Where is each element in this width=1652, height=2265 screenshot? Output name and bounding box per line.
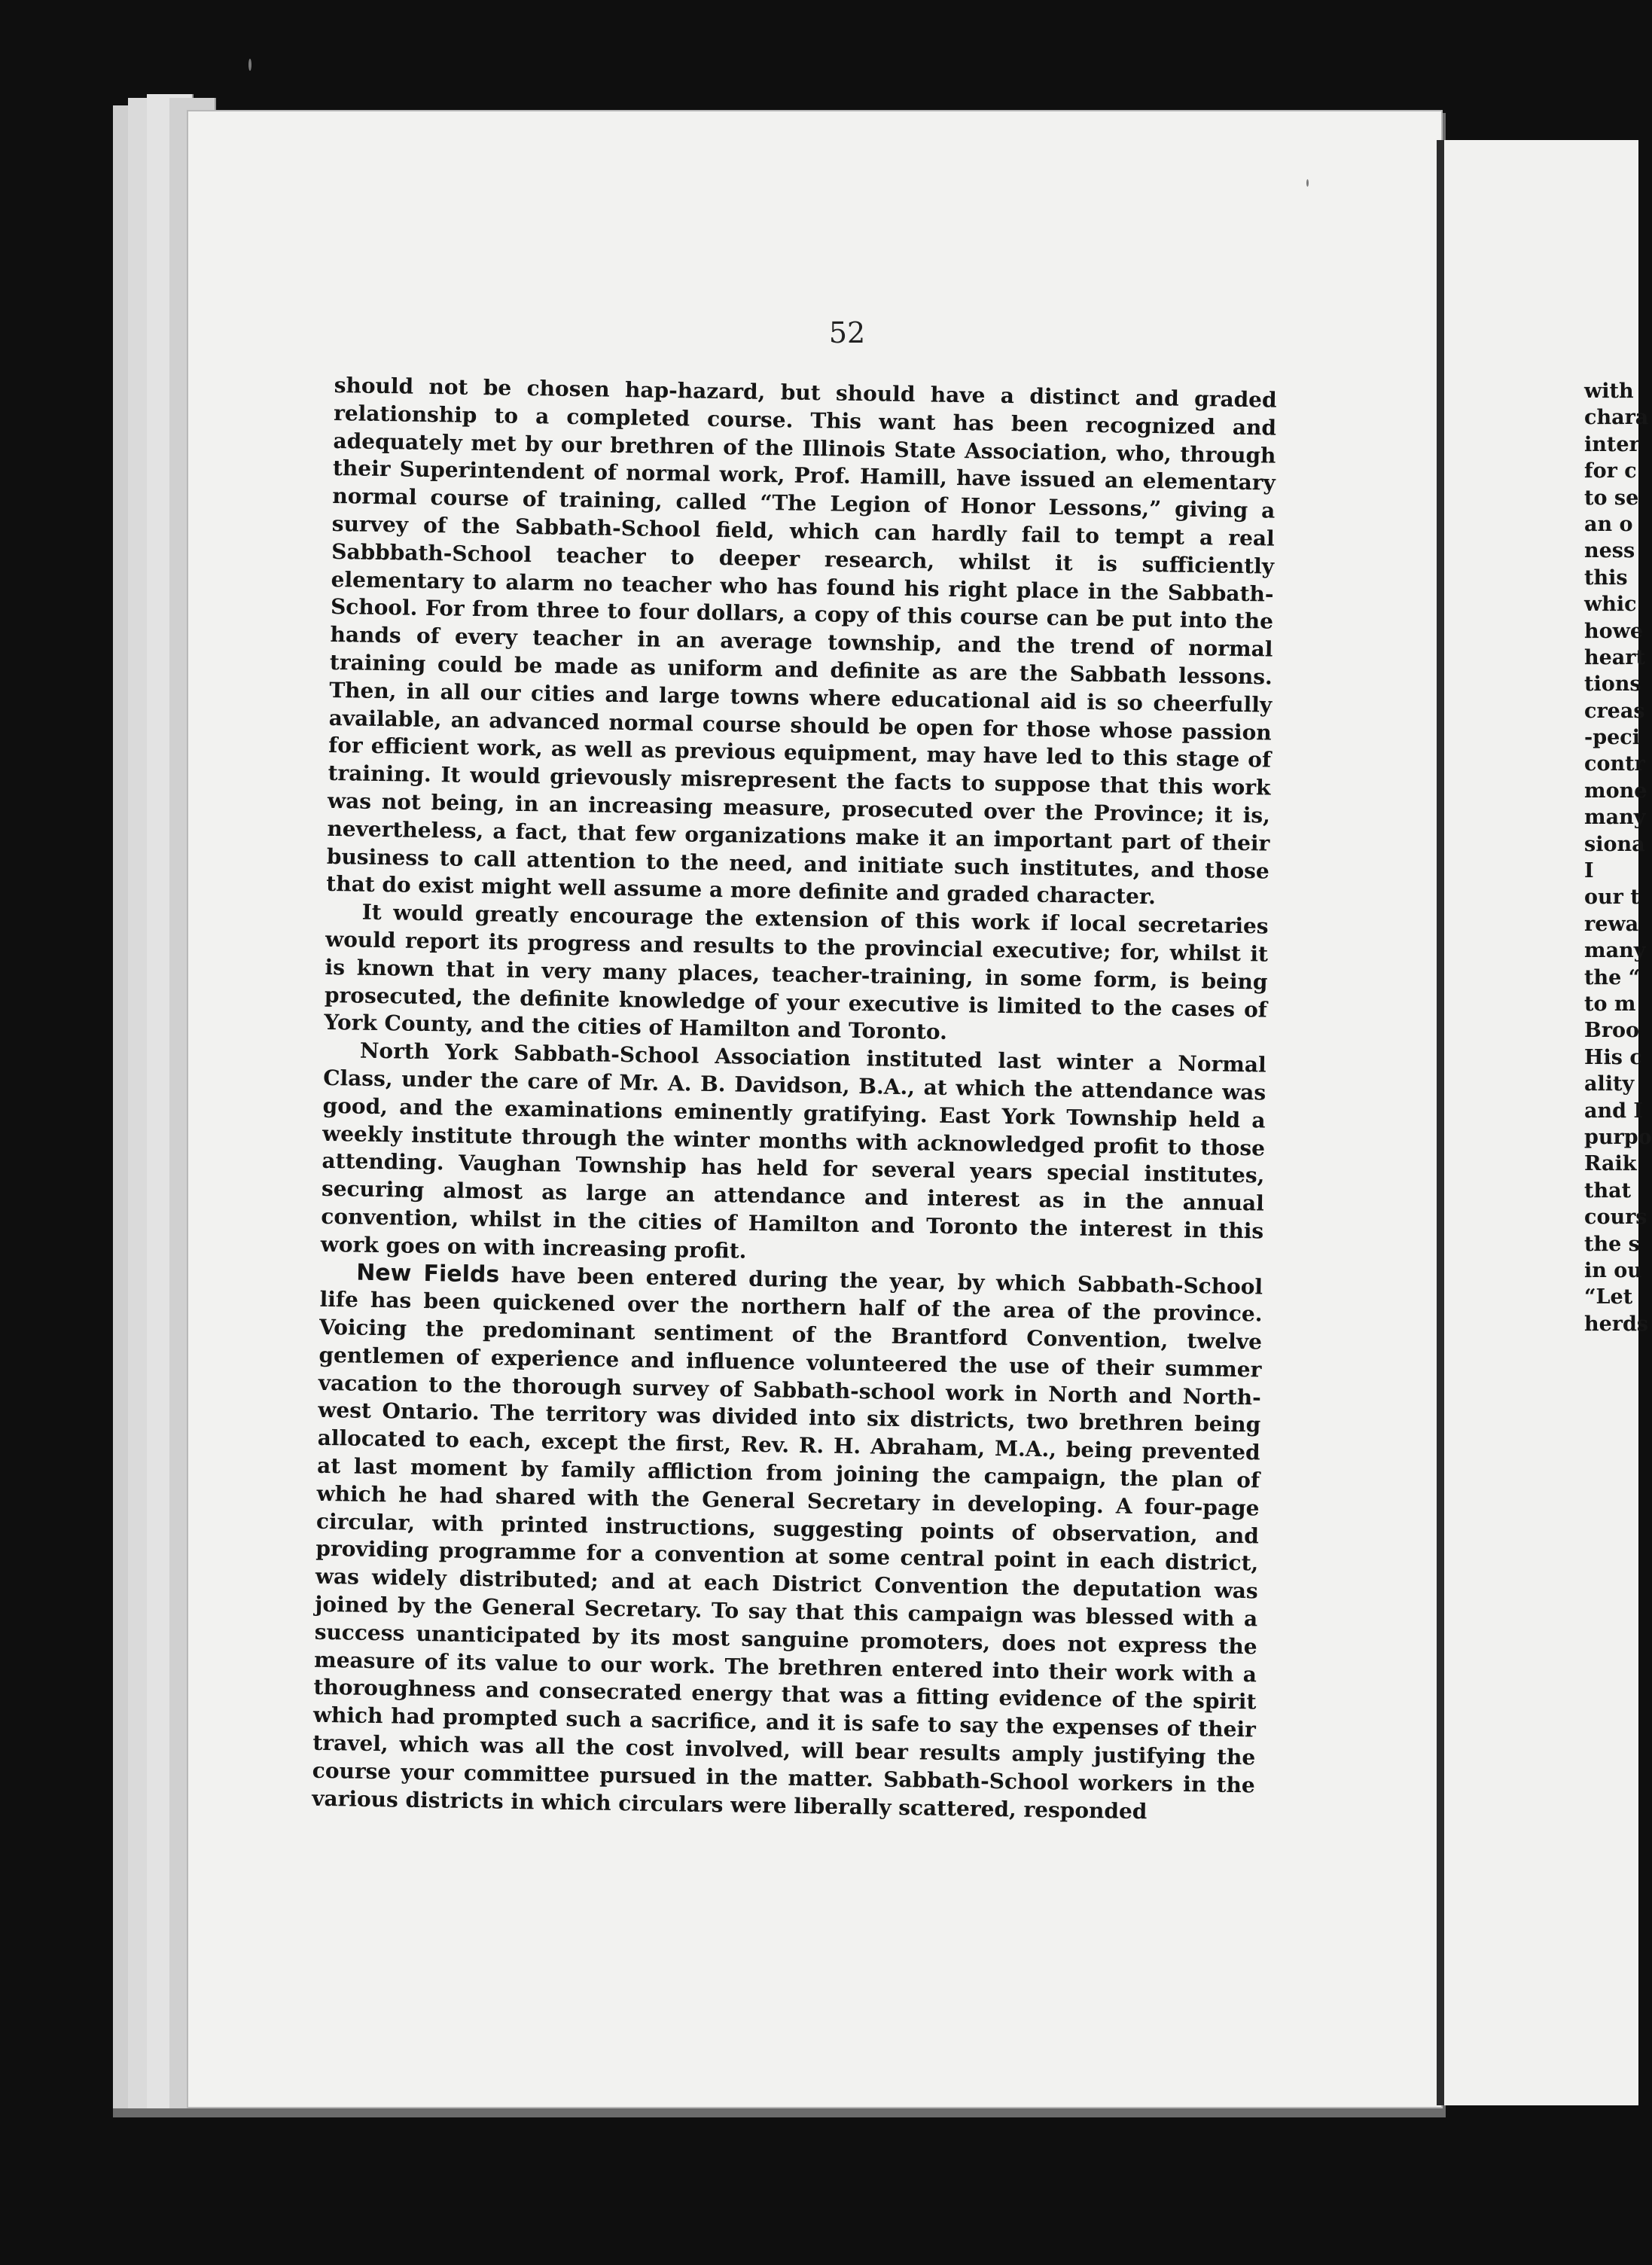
right-page-line: purpo [1584,1125,1652,1149]
right-page-line: “Let [1584,1285,1633,1309]
paragraph: should not be chosen hap-hazard, but should have a distinct and graded relationship to a completed course. This want has been recognized and adequately met by our brethren of the Illinois State Association, who, through their Superintendent of normal work, Prof. Hamill, have issued an elementary normal course of training, called “The Legion of Honor Lessons,” giving a survey of the Sabbath-School field, which can hardly fail to tempt a real Sabbbath-School teacher to deeper research, whilst it is sufficiently elementary to alarm no teacher who has found his right place in the Sabbath-School. For from three to four dollars, a copy of this course can be put into the hands of every teacher in an average township, and the trend of normal training could be made as uniform and definite as are the Sabbath lessons. Then, in all our cities and large towns where educational aid is so cheerfully available, an advanced normal course should be open for those whose passion for efficient work, as well as previous equipment, may have led to this stage of training. It would grievously misrepresent the facts to suppose that this work was not being, in an increasing measure, prosecuted over the Province; it is, nevertheless, a fact, that few organizations make it an important part of their business to call attention to the need, and initiate such institutes, and those that do exist might well assume a more definite and graded character. [326,372,1277,910]
page-bottom-edge [113,2108,1446,2117]
right-page-line: many [1584,806,1646,830]
right-page-line: cours [1584,1206,1647,1230]
right-page-line: with [1584,380,1634,403]
right-page-line: mone [1584,779,1647,803]
right-page-line: ality [1584,1072,1635,1096]
scan-speck [1306,179,1309,187]
page-number: 52 [828,316,866,349]
right-page-line: the s [1584,1232,1640,1256]
right-page-line: chara [1584,406,1649,430]
right-page-line: inter [1584,432,1640,456]
right-page-line: that [1584,1178,1632,1203]
right-page-line: rewa [1584,912,1639,936]
paragraph: North York Sabbath-School Association instituted last winter a Normal Class, under the care of Mr. A. B. Davidson, B.A., at which the attendance was good, and the examinations eminently gratifying. East York Township held a weekly institute through the winter months with acknowledged profit to those attending. Vaughan Township has held for several years special institutes, securing almost as large an attendance and interest as in the annual convention, whilst in the cities of Hamilton and Toronto the interest in this work goes on with increasing profit. [320,1038,1266,1264]
right-page-line: many [1584,939,1646,963]
right-page-line: creas [1584,699,1645,723]
right-page-line: this [1584,565,1628,590]
right-page-line: for c [1584,459,1637,483]
right-page-line: tions [1584,672,1641,697]
right-page-line: howe [1584,619,1644,643]
right-page-line: contr [1584,752,1645,776]
right-page-line: and I [1584,1099,1644,1123]
paragraph: It would greatly encourage the extension of this work if local secretaries would report its progress and results to the provincial executive; for, whilst it is known that in very many places, teacher-training, in some form, is being prosecuted, the definite knowledge of your executive is limited to the cases of York County, and the cities of Hamilton and Toronto. [324,899,1269,1045]
right-page-line: herds [1584,1312,1649,1336]
right-page-line: in ou [1584,1258,1642,1282]
paragraph [312,1258,1263,1828]
right-page-line: to m [1584,992,1636,1016]
right-page-line: His c [1584,1045,1642,1069]
right-page-line: heart [1584,645,1645,669]
right-page-line: ness [1584,539,1635,563]
right-page-line: siona [1584,832,1645,856]
right-page-line: Raik [1584,1152,1637,1176]
section-text: have been entered during the year, by which Sabbath-School life has been quickened over the northern half of the area of the province. Voicing the predominant sentiment of the Brantford Convention, twelve gentlemen of experience and influence volunteered the use of their summer vacation to the thorough survey of Sabbath-school work in North and North-west Ontario. The territory was divided into six districts, two brethren being allocated to each, except the first, Rev. R. H. Abraham, M.A., being prevented at last moment by family affliction from joining the campaign, the plan of which he had shared with the General Secretary in developing. A four-page circular, with printed instructions, suggesting points of observation, and providing programme for a convention at some central point in each district, was widely distributed; and at each District Convention the deputation was joined by the General Secretary. To say that this campaign was blessed with a success unanticipated by its most sanguine promoters, does not express the measure of its value to our work. The brethren entered into their work with a thoroughness and consecrated energy that was a fitting evidence of the spirit which had prompted such a sacrifice, and it is safe to say the expenses of their travel, which was all the cost involved, will bear results amply justifying the course your committee pursued in the matter. Sabbath-School workers in the various districts in which circulars were liberally scattered, responded [311,1262,1263,1824]
right-page-line: an o [1584,512,1633,536]
right-page-line: Broo [1584,1019,1640,1043]
right-page-line: whic [1584,593,1637,617]
book-gutter [1437,140,1444,2105]
right-page-text [1584,378,1652,1337]
right-page-line: our t [1584,886,1640,910]
scan-speck [248,59,251,71]
right-page-line: -peci [1584,726,1640,750]
right-page-line: to se [1584,486,1639,510]
right-page-line: the “ [1584,965,1641,989]
body-text [308,372,1276,2043]
right-page-line: I [1584,859,1594,883]
section-heading: New Fields [355,1259,500,1288]
